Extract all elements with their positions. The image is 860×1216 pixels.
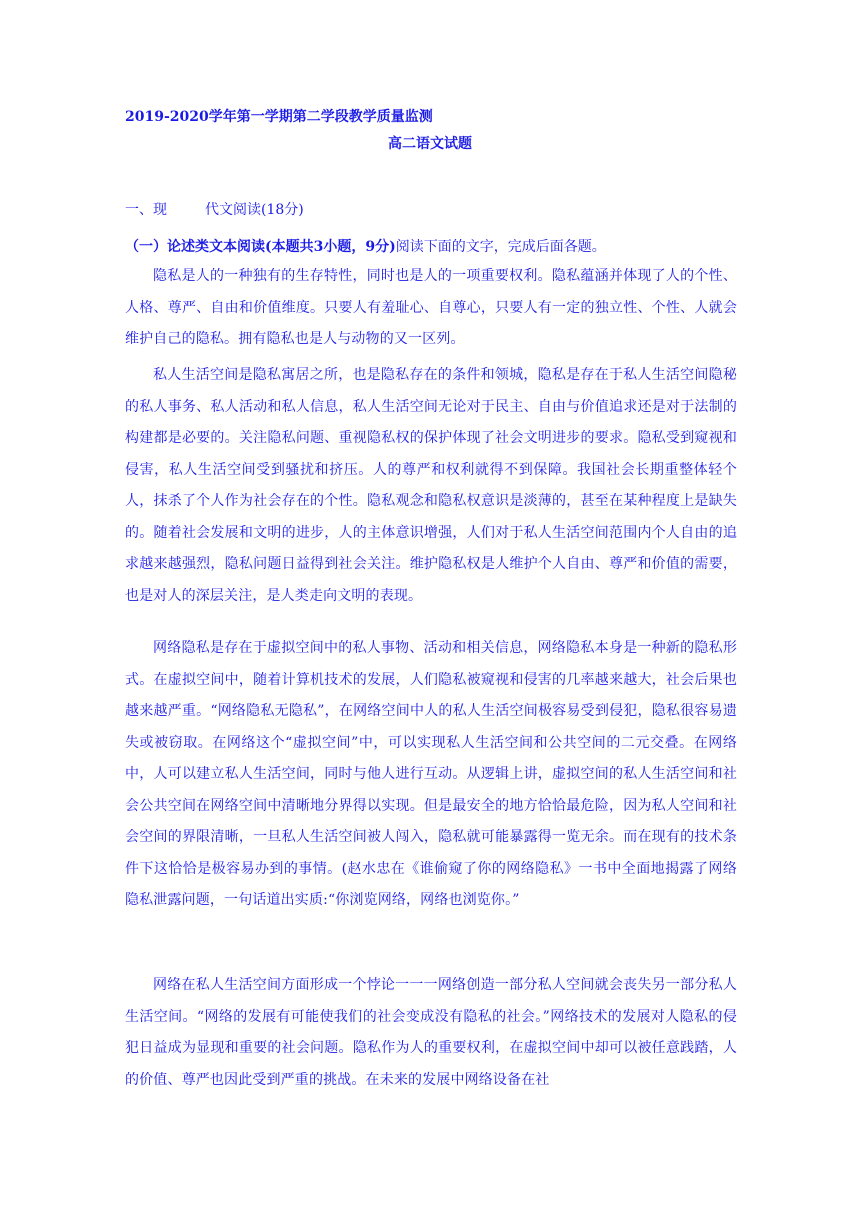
exam-header: 2019-2020学年第一学期第二学段教学质量监测 (125, 109, 433, 125)
paragraph-4: 网络在私人生活空间方面形成一个悖论一一一网络创造一部分私人空间就会丧失另一部分私人生活空间。“网络的发展有可能使我们的社会变成没有隐私的社会。”网络技术的发展对人隐私的侵犯日益成为显现和重要的社会问题。隐私作为人的重要权利，在虚拟空间中却可以被任意践踏，人的价值、尊严也因此受到严重的挑战。在未来的发展中网络设备在社 (125, 977, 737, 1088)
paragraph-2: 私人生活空间是隐私寓居之所，也是隐私存在的条件和领城，隐私是存在于私人生活空间隐秘的私人事务、私人活动和私人信息，私人生活空间无论对于民主、自由与价值追求还是对于法制的构建都是必要的。关注隐私问题、重视隐私权的保护体现了社会文明进步的要求。隐私受到窥视和侵害，私人生活空间受到骚扰和挤压。人的尊严和权利就得不到保障。我国社会长期重整体轻个人，抹杀了个人作为社会存在的个性。隐私观念和隐私权意识是淡薄的，甚至在某种程度上是缺失的。随着社会发展和文明的进步，人的主体意识增强，人们对于私人生活空间范围内个人自由的追求越来越强烈，隐私问题日益得到社会关注。维护隐私权是人维护个人自由、尊严和价值的需要，也是对人的深层关注，是人类走向文明的表现。 (125, 367, 737, 604)
section-heading (125, 199, 304, 219)
paragraph-1: 隐私是人的一种独有的生存特性，同时也是人的一项重要权利。隐私蕴涵并体现了人的个性、人格、尊严、自由和价值维度。只要人有羞耻心、自尊心，只要人有一定的独立性、个性、人就会维护自己的隐私。拥有隐私也是人与动物的又一区列。 (125, 268, 737, 347)
section-prefix: 一、现 (125, 202, 167, 218)
subsection-heading (125, 236, 606, 256)
paragraph-3: 网络隐私是存在于虚拟空间中的私人事物、活动和相关信息，网络隐私本身是一种新的隐私形式。在虚拟空间中，随着计算机技术的发展，人们隐私被窥视和侵害的几率越来越大，社会后果也越来越严重。“网络隐私无隐私”，在网络空间中人的私人生活空间极容易受到侵犯，隐私很容易遗失或被窃取。在网络这个“虚拟空间”中，可以实现私人生活空间和公共空间的二元交叠。在网络中，人可以建立私人生活空间，同时与他人进行互动。从逻辑上讲，虚拟空间的私人生活空间和社会公共空间在网络空间中清晰地分界得以实现。但是最安全的地方恰恰最危险，因为私人空间和社会空间的界限清晰，一旦私人生活空间被人闯入，隐私就可能暴露得一览无余。而在现有的技术条件下这恰恰是极容易办到的事情。(赵水忠在《谁偷窥了你的网络隐私》一书中全面地揭露了网络隐私泄露问题，一句话道出实质:“你浏览网络，网络也浏览你。” (125, 640, 737, 908)
section-rest: 代文阅读(18分) (205, 202, 304, 218)
exam-title: 高二语文试题 (388, 136, 472, 152)
subsection-instruction: 阅读下面的文字，完成后面各题。 (395, 239, 606, 255)
subsection-label: （一）论述类文本阅读(本题共3小题，9分) (125, 239, 396, 255)
